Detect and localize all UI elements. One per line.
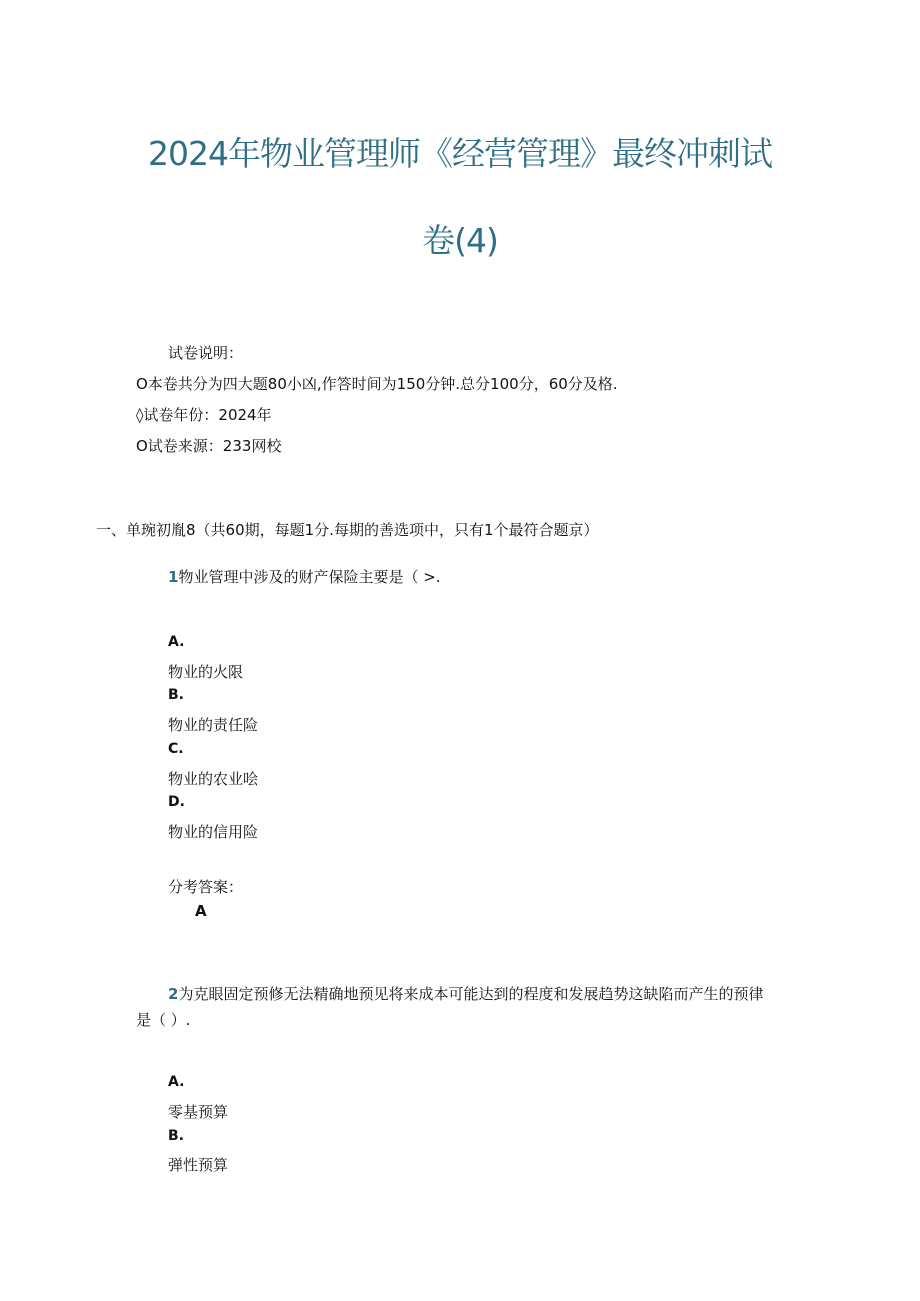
option-text-b: 物业的责任险 bbox=[168, 716, 259, 734]
option-letter-b: B. bbox=[168, 687, 184, 703]
intro-heading: 试卷说明： bbox=[168, 344, 244, 362]
question-number: 1 bbox=[168, 568, 179, 586]
option-letter-d: D. bbox=[168, 794, 185, 810]
question-2 bbox=[168, 983, 763, 1004]
question-text: 物业管理中涉及的财产保险主要是（ >. bbox=[178, 568, 441, 586]
option-text-d: 物业的信用险 bbox=[168, 823, 259, 841]
answer-value: A bbox=[195, 902, 207, 920]
option-text-b: 弹性预算 bbox=[168, 1156, 229, 1174]
option-letter-b: B. bbox=[168, 1128, 184, 1144]
option-letter-c: C. bbox=[168, 741, 184, 757]
option-letter-a: A. bbox=[168, 1074, 185, 1090]
intro-line-2: ◊试卷年份：2024年 bbox=[136, 406, 272, 424]
question-number: 2 bbox=[168, 985, 179, 1003]
option-letter-a: A. bbox=[168, 634, 185, 650]
question-text-continued: 是（ ）. bbox=[136, 1011, 191, 1029]
option-text-a: 物业的火限 bbox=[168, 663, 244, 681]
question-1 bbox=[168, 566, 441, 587]
option-text-a: 零基预算 bbox=[168, 1103, 229, 1121]
intro-line-1: O本卷共分为四大题80小凶,作答时间为150分钟.总分100分，60分及格. bbox=[136, 375, 618, 393]
section-heading: 一、单琬初胤8（共60期，每题1分.每期的善选项中，只有1个最符合题京） bbox=[96, 521, 599, 539]
option-text-c: 物业的农业哙 bbox=[168, 770, 259, 788]
question-text: 为克眼固定预修无法精确地预见将来成本可能达到的程度和发展趋势这缺陷而产生的预律 bbox=[178, 985, 764, 1003]
document-title-line1: 2024年物业管理师《经营管理》最终冲刺试 bbox=[148, 134, 772, 173]
answer-label: 分考答案： bbox=[168, 878, 244, 896]
intro-line-3: O试卷来源：233网校 bbox=[136, 437, 282, 455]
document-title-line2: 卷(4) bbox=[422, 221, 498, 260]
